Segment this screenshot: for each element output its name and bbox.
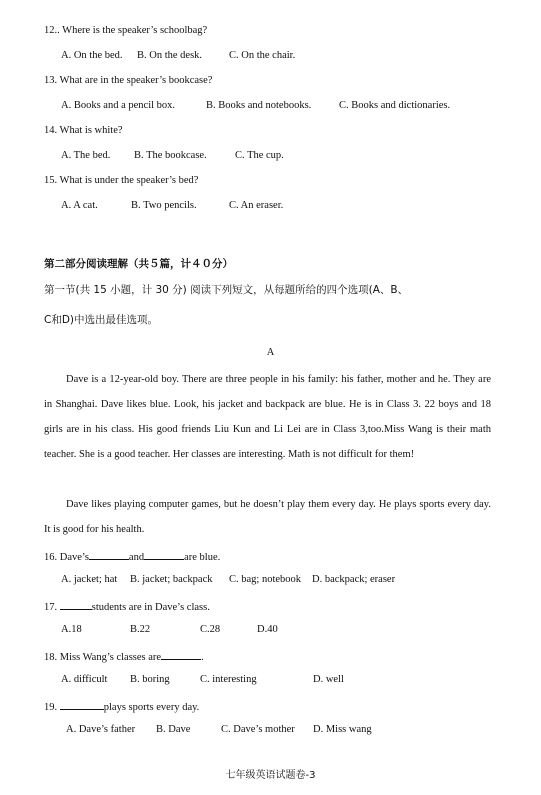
option-17-d: D.40 [257, 624, 278, 635]
option-14-c: C. The cup. [235, 150, 284, 161]
question-12: 12.. Where is the speaker’s schoolbag? [44, 25, 208, 36]
question-17-prefix: 17. [44, 602, 60, 613]
option-14-a: A. The bed. [61, 150, 111, 161]
question-19 [44, 699, 199, 713]
question-17-suffix: students are in Dave’s class. [91, 602, 210, 613]
question-14: 14. What is white? [44, 125, 123, 136]
question-19-suffix: plays sports every day. [103, 702, 200, 713]
page-footer: 七年级英语试题卷-3 [225, 770, 316, 781]
answer-blank [161, 649, 201, 660]
option-12-b: B. On the desk. [137, 50, 203, 61]
question-18-suffix: . [201, 652, 204, 663]
question-15: 15. What is under the speaker’s bed? [44, 175, 199, 186]
passage-label: A [266, 347, 275, 358]
option-16-c: C. bag; notebook [229, 574, 302, 585]
option-12-a: A. On the bed. [61, 50, 123, 61]
option-19-d: D. Miss wang [313, 724, 372, 735]
option-13-a: A. Books and a pencil box. [61, 100, 176, 111]
question-16-prefix: 16. Dave’s [44, 552, 89, 563]
option-14-b: B. The bookcase. [134, 150, 207, 161]
section-heading: 第二部分阅读理解（共５篇，计４０分） [44, 258, 233, 270]
option-19-c: C. Dave’s mother [221, 724, 295, 735]
option-17-a: A.18 [61, 624, 82, 635]
option-12-c: C. On the chair. [229, 50, 296, 61]
option-16-b: B. jacket; backpack [130, 574, 213, 585]
option-18-b: B. boring [130, 674, 170, 685]
option-18-d: D. well [313, 674, 344, 685]
passage-paragraph-1: Dave is a 12-year-old boy. There are three people in his family: his father, mother and he. They are in Shanghai. Dave likes blue. Look, his jacket and backpack are blue. He is in Class 3. 22 boys and 18 girls are in his class. His good friends Liu Kun and Li Lei are in Class 3,too.Miss Wang is their math teacher. She is a good teacher. Her classes are interesting. Math is not difficult for them! [44, 374, 491, 460]
option-16-d: D. backpack; eraser [312, 574, 396, 585]
question-18-prefix: 18. Miss Wang’s classes are [44, 652, 162, 663]
option-18-c: C. interesting [200, 674, 257, 685]
option-18-a: A. difficult [61, 674, 108, 685]
option-17-b: B.22 [130, 624, 151, 635]
question-13: 13. What are in the speaker’s bookcase? [44, 75, 213, 86]
question-18 [44, 649, 204, 663]
option-19-a: A. Dave’s father [66, 724, 136, 735]
section-instruction-line1: 第一节(共 15 小题，计 30 分) 阅读下列短文，从每题所给的四个选项(A、B、 [44, 284, 409, 296]
question-17 [44, 599, 210, 613]
option-19-b: B. Dave [156, 724, 191, 735]
question-16-mid: and [128, 552, 145, 563]
answer-blank [144, 549, 184, 560]
option-13-b: B. Books and notebooks. [206, 100, 312, 111]
option-15-c: C. An eraser. [229, 200, 284, 211]
option-16-a: A. jacket; hat [61, 574, 118, 585]
passage-paragraph-2: Dave likes playing computer games, but he doesn’t play them every day. He plays sports every day. It is good for his health. [44, 499, 491, 535]
option-17-c: C.28 [200, 624, 221, 635]
option-15-b: B. Two pencils. [131, 200, 197, 211]
question-19-prefix: 19. [44, 702, 60, 713]
option-15-a: A. A cat. [61, 200, 98, 211]
answer-blank [60, 699, 104, 710]
question-16 [44, 549, 220, 563]
answer-blank [60, 599, 92, 610]
question-16-suffix: are blue. [184, 552, 221, 563]
option-13-c: C. Books and dictionaries. [339, 100, 451, 111]
answer-blank [89, 549, 129, 560]
section-instruction-line2: C和D)中选出最佳选项。 [44, 314, 159, 326]
